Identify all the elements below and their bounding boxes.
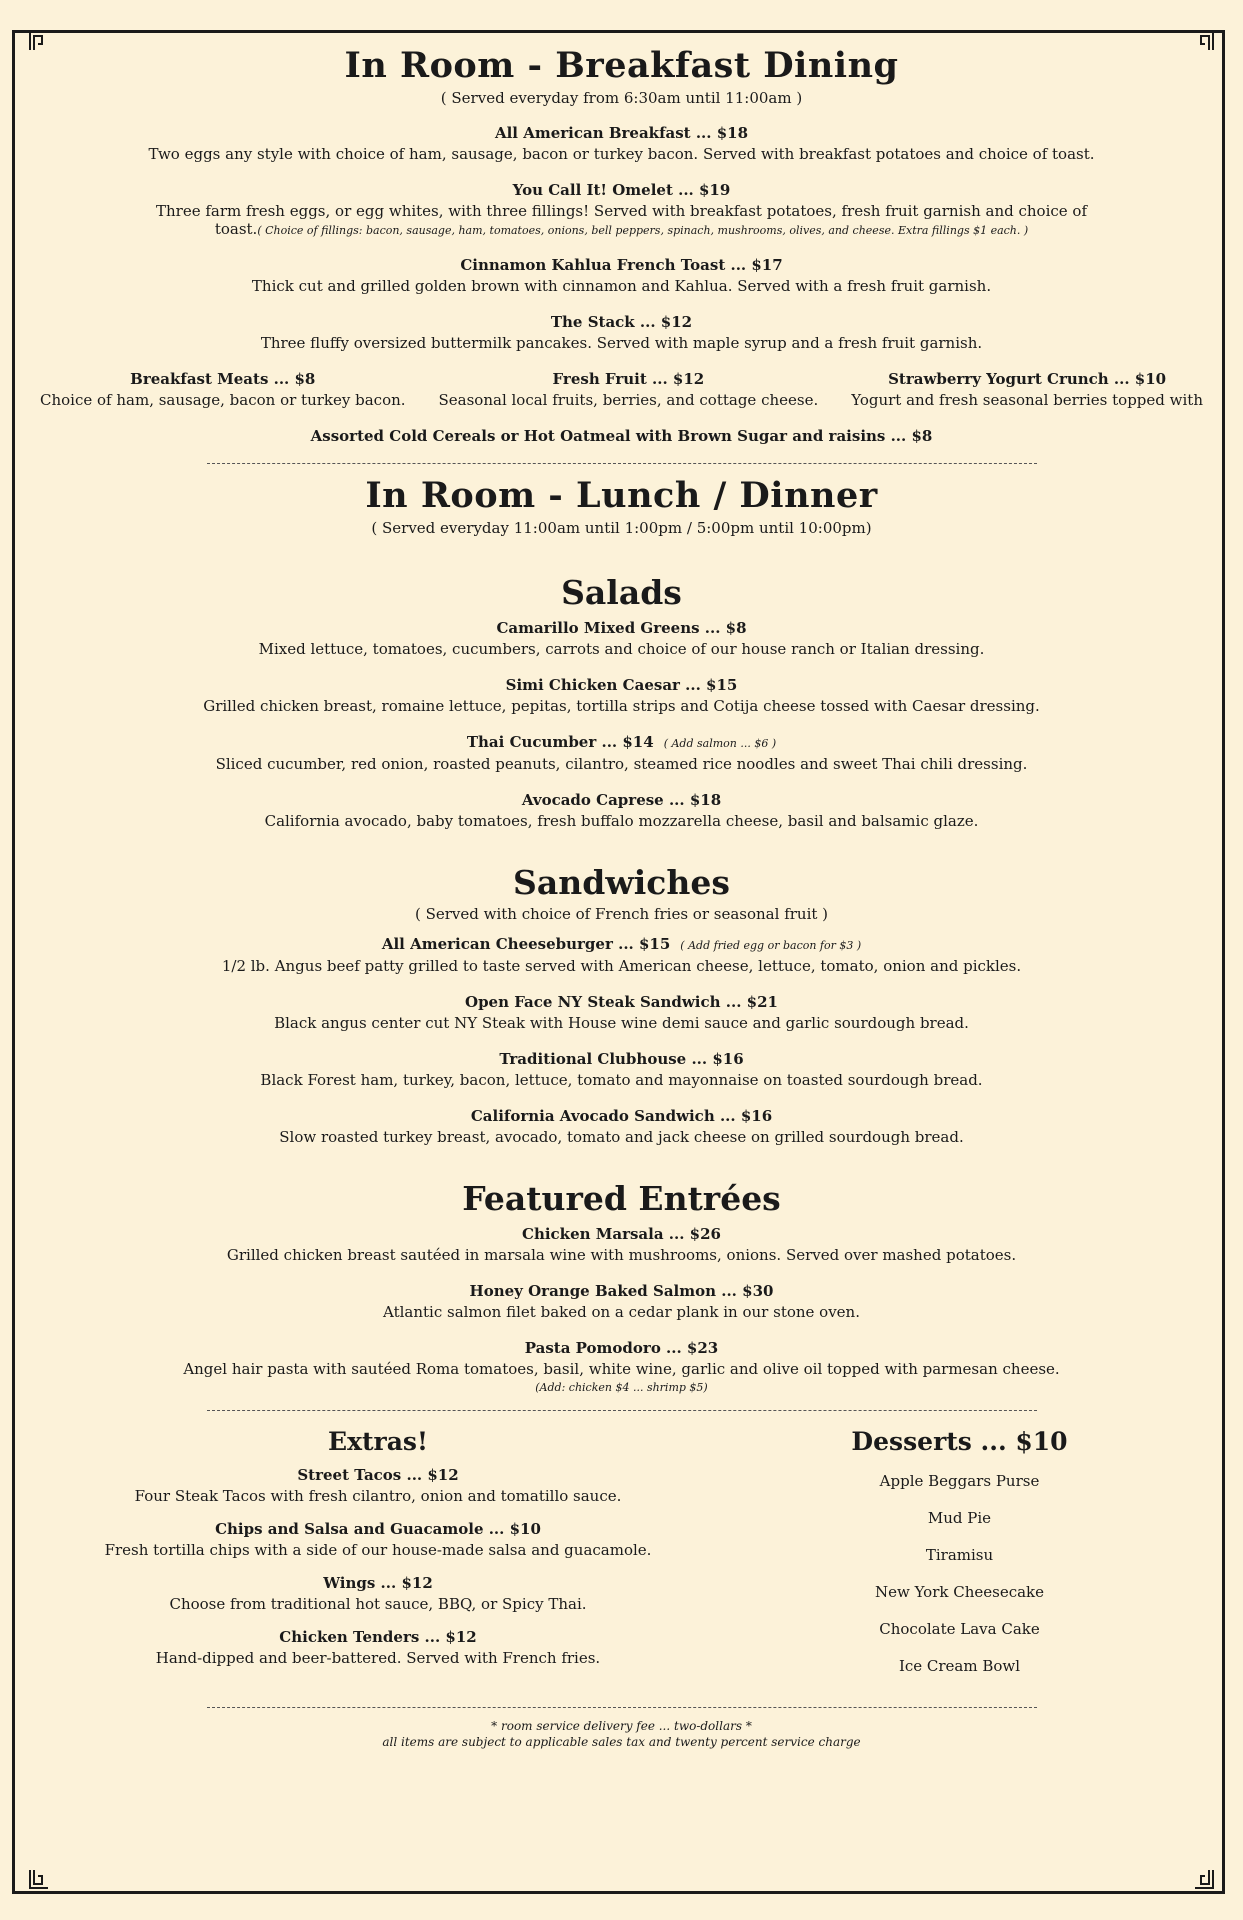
extras-desserts-section bbox=[40, 1425, 1203, 1693]
item-description: Atlantic salmon filet baked on a cedar plank in our stone oven. bbox=[383, 1303, 860, 1321]
item-description: Black Forest ham, turkey, bacon, lettuce, tomato and mayonnaise on toasted sourdough bread. bbox=[260, 1071, 983, 1089]
dessert-item: Apple Beggars Purse bbox=[879, 1472, 1040, 1490]
menu-item bbox=[40, 1573, 716, 1615]
item-description: Angel hair pasta with sautéed Roma tomatoes, basil, white wine, garlic and olive oil topped with parmesan cheese. bbox=[183, 1360, 1060, 1378]
item-description: Grilled chicken breast sautéed in marsala wine with mushrooms, onions. Served over mashed potatoes. bbox=[226, 1246, 1017, 1264]
menu-content bbox=[40, 44, 1203, 1750]
extras-column bbox=[40, 1425, 716, 1693]
item-description: Seasonal local fruits, berries, and cottage cheese. bbox=[438, 391, 819, 409]
item-name: Thai Cucumber ... $14 bbox=[466, 733, 654, 751]
lunch-hours: ( Served everyday 11:00am until 1:00pm / 5:00pm until 10:00pm) bbox=[371, 519, 872, 537]
item-description: Yogurt and fresh seasonal berries topped with bbox=[851, 391, 1203, 409]
item-name: California Avocado Sandwich ... $16 bbox=[470, 1107, 773, 1125]
breakfast-sides bbox=[40, 369, 1203, 411]
item-description: Four Steak Tacos with fresh cilantro, onion and tomatillo sauce. bbox=[134, 1487, 622, 1505]
lunch-title: In Room - Lunch / Dinner bbox=[365, 475, 878, 516]
extras-heading: Extras! bbox=[328, 1427, 428, 1456]
corner-ornament bbox=[28, 1868, 50, 1890]
menu-item bbox=[40, 732, 1203, 775]
side-item bbox=[439, 369, 819, 411]
item-name: Strawberry Yogurt Crunch ... $10 bbox=[888, 370, 1167, 388]
item-description: Black angus center cut NY Steak with House wine demi sauce and garlic sourdough bread. bbox=[274, 1014, 969, 1032]
dessert-item: Chocolate Lava Cake bbox=[879, 1620, 1040, 1638]
menu-item bbox=[40, 1519, 716, 1561]
item-name: Fresh Fruit ... $12 bbox=[552, 370, 705, 388]
item-name: Breakfast Meats ... $8 bbox=[130, 370, 316, 388]
entrees-heading: Featured Entrées bbox=[462, 1179, 781, 1218]
dessert-item: Mud Pie bbox=[927, 1509, 992, 1527]
fillings-note: ( Choice of fillings: bacon, sausage, ham, tomatoes, onions, bell peppers, spinach, mushrooms, olives, and cheese. Extra fillings $1 each. ) bbox=[257, 224, 1029, 237]
item-description: Choose from traditional hot sauce, BBQ, or Spicy Thai. bbox=[169, 1595, 587, 1613]
menu-item bbox=[40, 1224, 1203, 1266]
item-description-cont: toast. bbox=[214, 220, 258, 238]
menu-item bbox=[40, 1106, 1203, 1148]
cereal-item: Assorted Cold Cereals or Hot Oatmeal with Brown Sugar and raisins ... $8 bbox=[310, 427, 933, 445]
menu-item bbox=[40, 618, 1203, 660]
item-name: Honey Orange Baked Salmon ... $30 bbox=[469, 1282, 774, 1300]
corner-ornament bbox=[1193, 1868, 1215, 1890]
menu-item bbox=[40, 1338, 1203, 1396]
menu-item bbox=[40, 675, 1203, 717]
dessert-item: New York Cheesecake bbox=[874, 1583, 1045, 1601]
menu-item bbox=[40, 180, 1203, 240]
menu-item bbox=[40, 1627, 716, 1669]
item-addon: ( Add salmon ... $6 ) bbox=[663, 737, 777, 750]
delivery-fee-note: * room service delivery fee ... two-dollars * bbox=[491, 1719, 752, 1733]
item-description: California avocado, baby tomatoes, fresh buffalo mozzarella cheese, basil and balsamic glaze. bbox=[264, 812, 979, 830]
item-name: Simi Chicken Caesar ... $15 bbox=[505, 676, 738, 694]
sandwiches-note: ( Served with choice of French fries or seasonal fruit ) bbox=[414, 905, 829, 923]
menu-item bbox=[40, 255, 1203, 297]
item-name: Street Tacos ... $12 bbox=[297, 1466, 459, 1484]
menu-item bbox=[40, 1049, 1203, 1091]
item-addon: (Add: chicken $4 ... shrimp $5) bbox=[535, 1381, 708, 1394]
menu-item bbox=[40, 312, 1203, 354]
menu-item bbox=[40, 1465, 716, 1507]
sandwiches-heading: Sandwiches bbox=[513, 863, 730, 902]
breakfast-title: In Room - Breakfast Dining bbox=[344, 45, 899, 86]
menu-item bbox=[40, 992, 1203, 1034]
item-name: The Stack ... $12 bbox=[550, 313, 693, 331]
item-name: You Call It! Omelet ... $19 bbox=[512, 181, 731, 199]
dessert-item: Tiramisu bbox=[925, 1546, 994, 1564]
item-description: Sliced cucumber, red onion, roasted peanuts, cilantro, steamed rice noodles and sweet Thai chili dressing. bbox=[215, 755, 1028, 773]
item-description: Three fluffy oversized buttermilk pancakes. Served with maple syrup and a fresh fruit garnish. bbox=[260, 334, 983, 352]
menu-item bbox=[40, 934, 1203, 977]
item-description: Fresh tortilla chips with a side of our house-made salsa and guacamole. bbox=[104, 1541, 652, 1559]
item-name: Camarillo Mixed Greens ... $8 bbox=[496, 619, 747, 637]
item-description: Mixed lettuce, tomatoes, cucumbers, carrots and choice of our house ranch or Italian dressing. bbox=[258, 640, 985, 658]
item-name: Chicken Marsala ... $26 bbox=[522, 1225, 721, 1243]
item-description: Hand-dipped and beer-battered. Served with French fries. bbox=[155, 1649, 601, 1667]
item-name: Cinnamon Kahlua French Toast ... $17 bbox=[460, 256, 783, 274]
section-divider bbox=[207, 1410, 1037, 1411]
dessert-item: Ice Cream Bowl bbox=[898, 1657, 1021, 1675]
breakfast-hours: ( Served everyday from 6:30am until 11:00am ) bbox=[440, 89, 803, 107]
item-description: Choice of ham, sausage, bacon or turkey bacon. bbox=[40, 391, 406, 409]
menu-item bbox=[40, 790, 1203, 832]
item-name: Traditional Clubhouse ... $16 bbox=[499, 1050, 744, 1068]
desserts-column bbox=[716, 1425, 1203, 1693]
item-description: Slow roasted turkey breast, avocado, tomato and jack cheese on grilled sourdough bread. bbox=[279, 1128, 964, 1146]
item-description: Three farm fresh eggs, or egg whites, with three fillings! Served with breakfast potatoes, fresh fruit garnish and choice of bbox=[155, 202, 1087, 220]
item-name: Pasta Pomodoro ... $23 bbox=[524, 1339, 719, 1357]
side-item bbox=[851, 369, 1203, 411]
item-description: Thick cut and grilled golden brown with cinnamon and Kahlua. Served with a fresh fruit garnish. bbox=[251, 277, 992, 295]
item-name: Chips and Salsa and Guacamole ... $10 bbox=[215, 1520, 541, 1538]
item-name: All American Cheeseburger ... $15 bbox=[381, 935, 671, 953]
tax-note: all items are subject to applicable sales tax and twenty percent service charge bbox=[382, 1735, 861, 1749]
item-name: Wings ... $12 bbox=[323, 1574, 433, 1592]
dessert-list bbox=[716, 1471, 1203, 1677]
item-addon: ( Add fried egg or bacon for $3 ) bbox=[680, 939, 862, 952]
item-name: Open Face NY Steak Sandwich ... $21 bbox=[465, 993, 778, 1011]
item-name: All American Breakfast ... $18 bbox=[494, 124, 749, 142]
footer bbox=[40, 1718, 1203, 1750]
item-description: 1/2 lb. Angus beef patty grilled to taste served with American cheese, lettuce, tomato, onion and pickles. bbox=[221, 957, 1022, 975]
salads-heading: Salads bbox=[561, 573, 682, 612]
side-item bbox=[40, 369, 406, 411]
item-name: Avocado Caprese ... $18 bbox=[521, 791, 722, 809]
item-description: Two eggs any style with choice of ham, sausage, bacon or turkey bacon. Served with breakfast potatoes and choice of toast. bbox=[148, 145, 1095, 163]
desserts-heading: Desserts ... $10 bbox=[851, 1427, 1068, 1456]
section-divider bbox=[207, 1707, 1037, 1708]
item-description: Grilled chicken breast, romaine lettuce, pepitas, tortilla strips and Cotija cheese tossed with Caesar dressing. bbox=[203, 697, 1040, 715]
menu-item bbox=[40, 123, 1203, 165]
section-divider bbox=[207, 463, 1037, 464]
item-name: Chicken Tenders ... $12 bbox=[279, 1628, 477, 1646]
menu-item bbox=[40, 1281, 1203, 1323]
